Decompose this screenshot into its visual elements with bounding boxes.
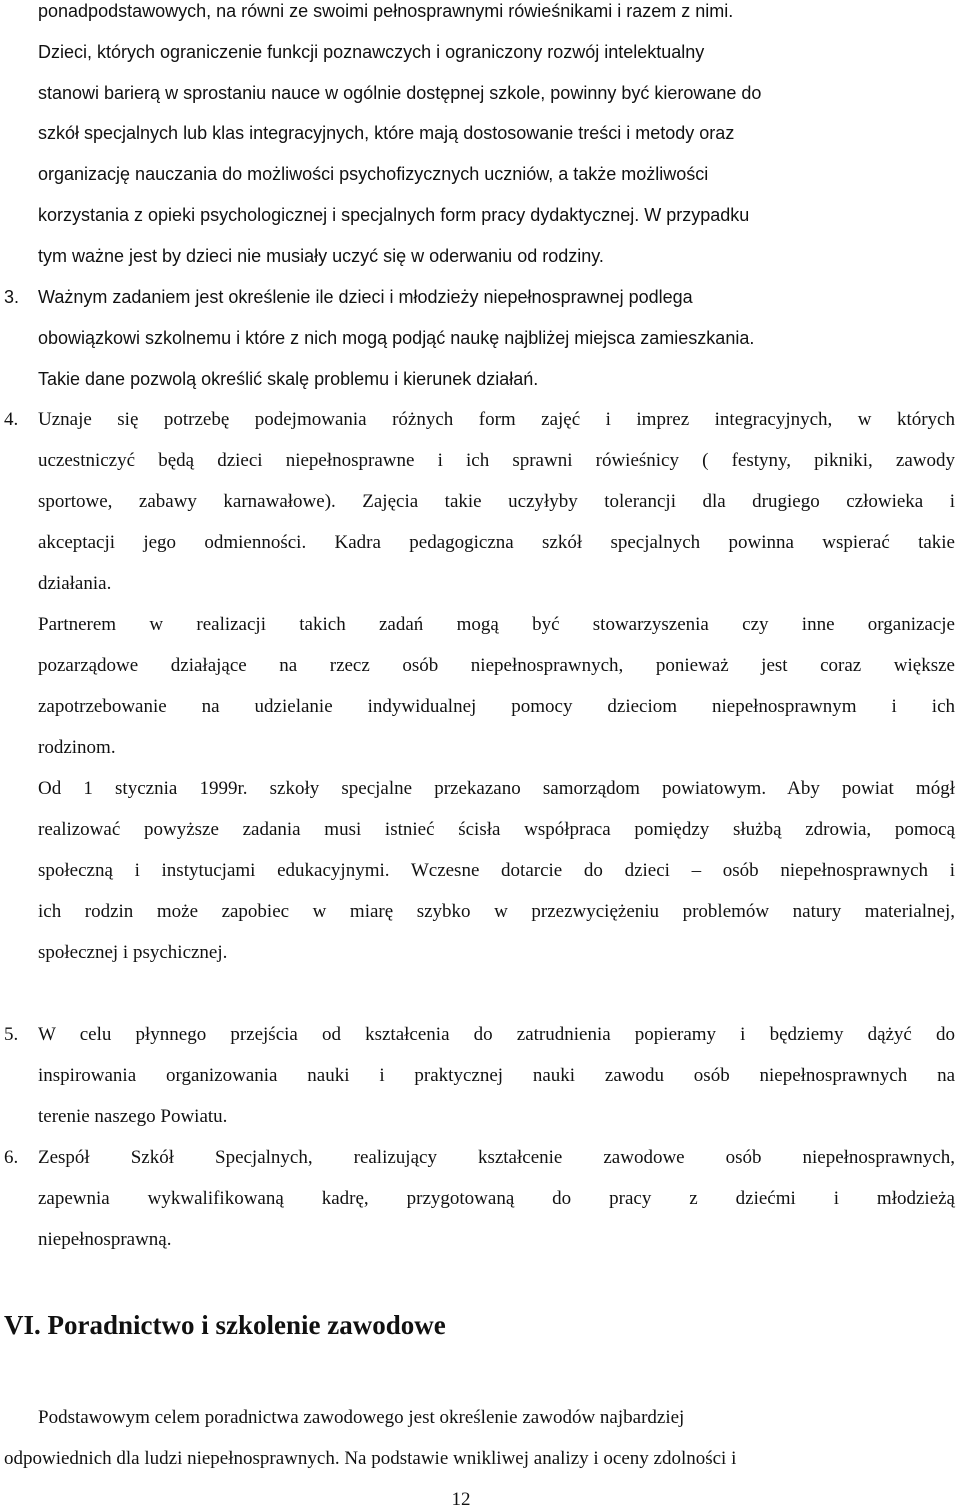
item5-line: inspirowania organizowania nauki i praktycznej nauki zawodu osób niepełnosprawnych na [38,1065,955,1086]
intro-line: ponadpodstawowych, na równi ze swoimi pełnosprawnymi rówieśnikami i razem z nimi. [38,1,734,21]
item6-line: niepełnosprawną. [38,1229,172,1250]
item4-line: sportowe, zabawy karnawałowe). Zajęcia takie uczyłyby tolerancji dla drugiego człowieka i [38,491,955,512]
od-line: społecznej i psychicznej. [38,942,228,963]
intro-line: tym ważne jest by dzieci nie musiały uczyć się w oderwaniu od rodziny. [38,246,604,266]
list-number: 5. [4,1024,19,1045]
item4-line: uczestniczyć będą dzieci niepełnosprawne i ich sprawni rówieśnicy ( festyny, pikniki, zawody [38,450,955,471]
list-number: 3. [4,287,20,307]
page-number: 12 [451,1489,471,1510]
item4-line: Uznaje się potrzebę podejmowania różnych form zajęć i imprez integracyjnych, w których [38,409,955,430]
final-line: Podstawowym celem poradnictwa zawodowego jest określenie zawodów najbardziej [38,1407,685,1428]
item3-line: obowiązkowi szkolnemu i które z nich mogą podjąć naukę najbliżej miejsca zamieszkania. [38,328,755,348]
section-heading: VI. Poradnictwo i szkolenie zawodowe [4,1310,446,1340]
partner-line: pozarządowe działające na rzecz osób niepełnosprawnych, ponieważ jest coraz większe [38,655,955,676]
list-number: 6. [4,1147,19,1168]
od-line: społeczną i instytucjami edukacyjnymi. Wczesne dotarcie do dzieci – osób niepełnosprawnych i [38,860,955,881]
intro-line: Dzieci, których ograniczenie funkcji poznawczych i ograniczony rozwój intelektualny [38,42,705,62]
partner-line: Partnerem w realizacji takich zadań mogą być stowarzyszenia czy inne organizacje [38,614,955,635]
intro-line: organizację nauczania do możliwości psychofizycznych uczniów, a także możliwości [38,164,709,184]
od-line: realizować powyższe zadania musi istnieć ścisła współpraca pomiędzy służbą zdrowia, pomocą [38,819,955,840]
intro-line: stanowi barierą w sprostaniu nauce w ogólnie dostępnej szkole, powinny być kierowane do [38,83,762,103]
item4-line: działania. [38,573,112,594]
intro-line: korzystania z opieki psychologicznej i specjalnych form pracy dydaktycznej. W przypadku [38,205,750,225]
item6-line: Zespół Szkół Specjalnych, realizujący kształcenie zawodowe osób niepełnosprawnych, [38,1147,955,1168]
partner-line: zapotrzebowanie na udzielanie indywidualnej pomocy dzieciom niepełnosprawnym i ich [38,696,955,717]
partner-line: rodzinom. [38,737,116,758]
intro-line: szkół specjalnych lub klas integracyjnych, które mają dostosowanie treści i metody oraz [38,123,735,143]
item3-line: Ważnym zadaniem jest określenie ile dzieci i młodzieży niepełnosprawnej podlega [38,287,693,307]
od-line: ich rodzin może zapobiec w miarę szybko w przezwyciężeniu problemów natury materialnej, [38,901,955,922]
od-line: Od 1 stycznia 1999r. szkoły specjalne przekazano samorządom powiatowym. Aby powiat mógł [38,778,955,799]
item6-line: zapewnia wykwalifikowaną kadrę, przygotowaną do pracy z dziećmi i młodzieżą [38,1188,955,1209]
final-line: odpowiednich dla ludzi niepełnosprawnych. Na podstawie wnikliwej analizy i oceny zdolności i [4,1448,737,1469]
item3-line: Takie dane pozwolą określić skalę problemu i kierunek działań. [38,369,539,389]
item4-line: akceptacji jego odmienności. Kadra pedagogiczna szkół specjalnych powinna wspierać takie [38,532,955,553]
item5-line: W celu płynnego przejścia od kształcenia do zatrudnienia popieramy i będziemy dążyć do [38,1024,955,1045]
item5-line: terenie naszego Powiatu. [38,1106,228,1127]
list-number: 4. [4,409,19,430]
